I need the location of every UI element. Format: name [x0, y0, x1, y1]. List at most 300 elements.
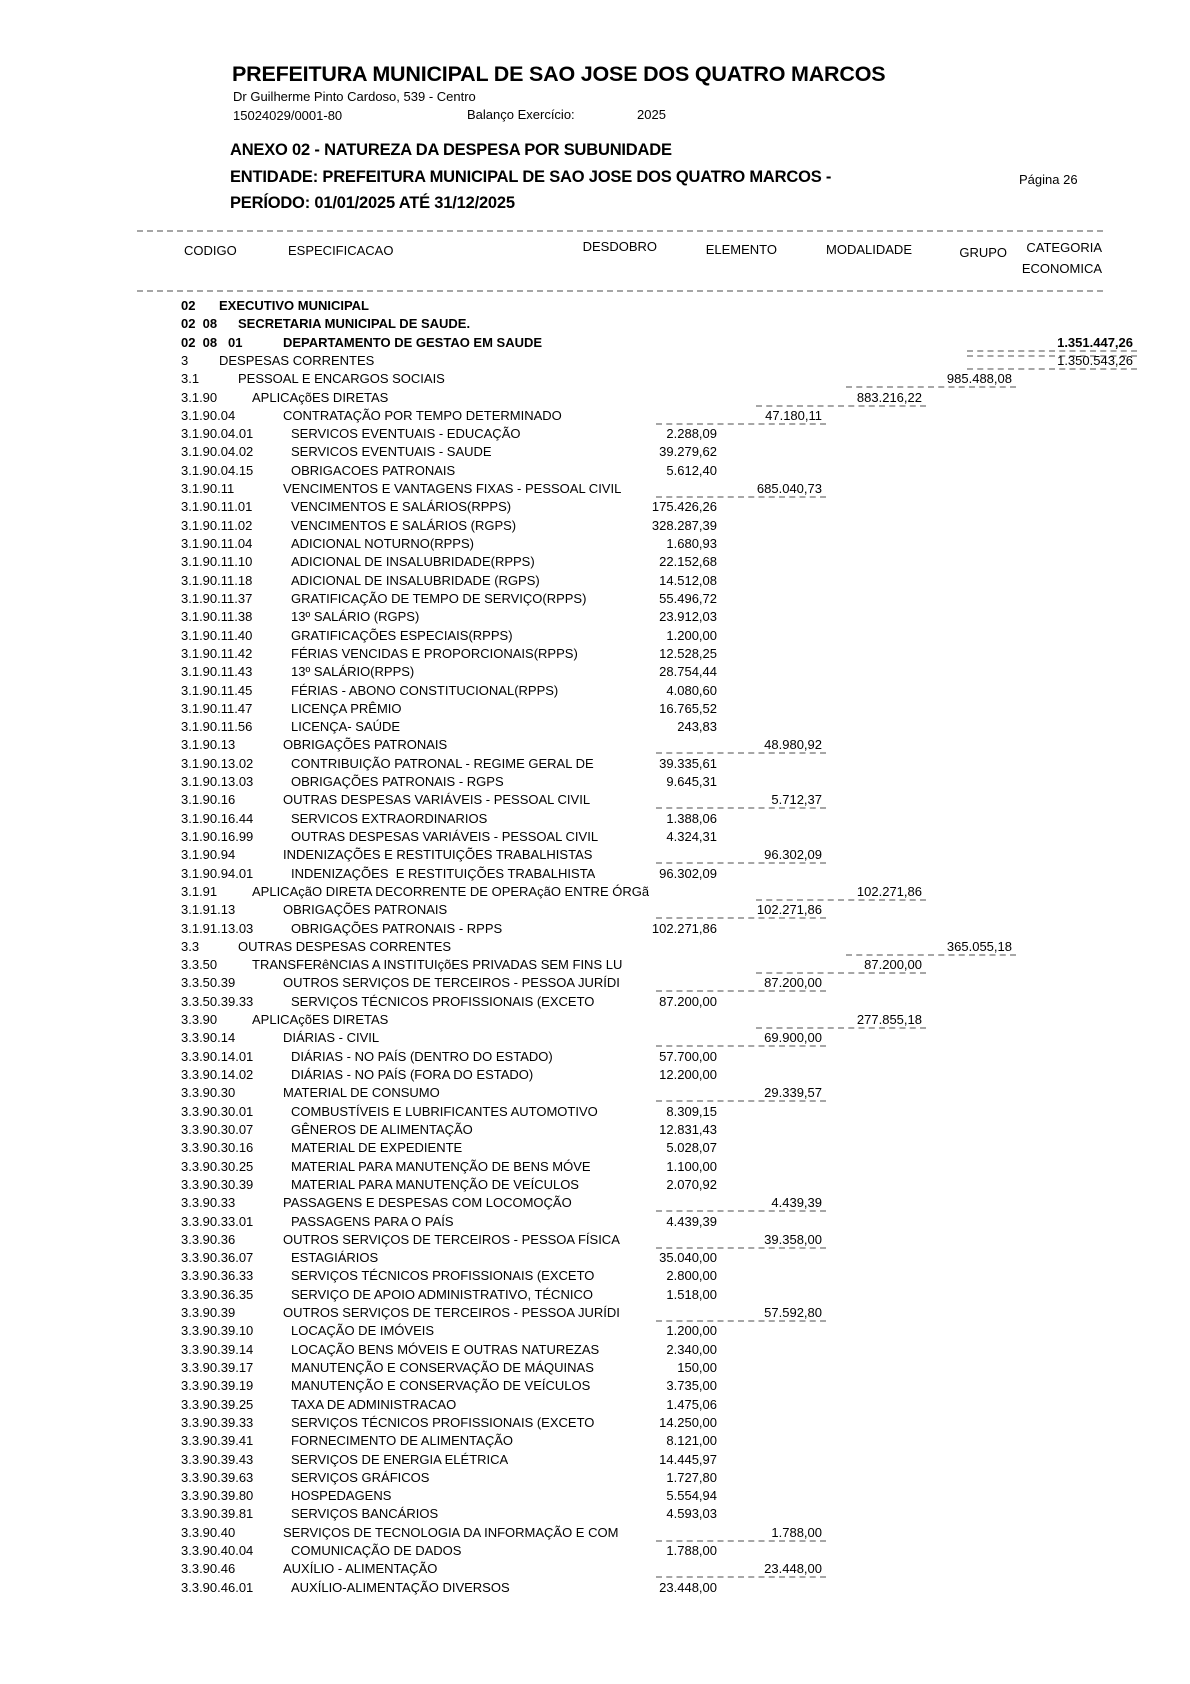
row-value-e: 23.448,00 — [764, 1561, 822, 1577]
row-code: 3.3.90.39.17 — [181, 1359, 254, 1375]
table-row — [0, 1506, 1190, 1525]
row-code: 3.1.90.11.02 — [181, 517, 253, 533]
row-code: 3 — [181, 352, 189, 368]
row-specification: APLICAçõES DIRETAS — [252, 1012, 389, 1028]
row-code: 3.3.90.33 — [181, 1195, 236, 1211]
row-specification: PASSAGENS PARA O PAÍS — [291, 1213, 454, 1229]
column-header-categoria-line1: CATEGORIA — [1026, 240, 1102, 255]
row-specification: AUXÍLIO-ALIMENTAÇÃO DIVERSOS — [291, 1579, 510, 1595]
row-value-d: 1.518,00 — [666, 1286, 717, 1302]
row-code: 3.1.90 — [181, 389, 218, 405]
row-code: 3.3.90 — [181, 1012, 218, 1028]
row-code: 3.3.90.39.19 — [181, 1378, 254, 1394]
row-code: 3.1.90.11.01 — [181, 499, 253, 515]
row-value-d: 2.288,09 — [666, 426, 717, 442]
row-code: 3.3.90.14 — [181, 1030, 236, 1046]
table-row — [0, 481, 1190, 500]
row-code: 3.1.90.11 — [181, 481, 235, 497]
row-value-d: 1.100,00 — [666, 1158, 717, 1174]
row-specification: OUTROS SERVIÇOS DE TERCEIROS - PESSOA JURÍDI — [283, 975, 620, 991]
row-code: 3.3.90.39.63 — [181, 1469, 254, 1485]
row-specification: OBRIGAÇÕES PATRONAIS - RGPS — [291, 774, 504, 790]
row-code: 3.1.91.13 — [181, 902, 236, 918]
table-row — [0, 628, 1190, 647]
row-code: 3.1.90.11.40 — [181, 627, 253, 643]
table-row — [0, 829, 1190, 848]
row-value-d: 1.788,00 — [666, 1543, 717, 1559]
row-specification: SERVIÇOS TÉCNICOS PROFISSIONAIS (EXCETO — [291, 993, 595, 1009]
row-value-d: 150,00 — [677, 1359, 717, 1375]
row-value-d: 4.439,39 — [666, 1213, 717, 1229]
row-value-e: 47.180,11 — [765, 407, 822, 423]
table-row — [0, 316, 1190, 335]
table-row — [0, 1195, 1190, 1214]
table-row — [0, 1177, 1190, 1196]
row-value-d: 55.496,72 — [659, 590, 717, 606]
row-specification: MATERIAL DE EXPEDIENTE — [291, 1140, 463, 1156]
row-code: 3.3.90.30 — [181, 1085, 236, 1101]
row-value-d: 87.200,00 — [659, 993, 717, 1009]
row-specification: INDENIZAÇÕES E RESTITUIÇÕES TRABALHISTAS — [283, 847, 593, 863]
row-code: 3.3.90.30.01 — [181, 1103, 254, 1119]
row-code: 3.3.50.39.33 — [181, 993, 254, 1009]
row-specification: OUTRAS DESPESAS VARIÁVEIS - PESSOAL CIVIL — [291, 828, 599, 844]
row-value-d: 243,83 — [677, 719, 717, 735]
row-specification: DIÁRIAS - NO PAÍS (DENTRO DO ESTADO) — [291, 1048, 553, 1064]
table-row — [0, 646, 1190, 665]
table-row — [0, 591, 1190, 610]
dashed-separator — [846, 386, 1016, 388]
table-row — [0, 1580, 1190, 1599]
row-specification: INDENIZAÇÕES E RESTITUIÇÕES TRABALHISTA — [291, 865, 596, 881]
row-value-d: 12.200,00 — [659, 1067, 717, 1083]
table-row — [0, 756, 1190, 775]
row-value-d: 28.754,44 — [659, 664, 717, 680]
row-specification: FORNECIMENTO DE ALIMENTAÇÃO — [291, 1433, 513, 1449]
dashed-separator — [656, 990, 826, 992]
row-code: 3.3.50 — [181, 957, 218, 973]
row-specification: MANUTENÇÃO E CONSERVAÇÃO DE VEÍCULOS — [291, 1378, 591, 1394]
row-specification: EXECUTIVO MUNICIPAL — [219, 298, 369, 313]
row-specification: TAXA DE ADMINISTRACAO — [291, 1396, 457, 1412]
row-code: 3.3.90.39.80 — [181, 1488, 254, 1504]
table-row — [0, 1030, 1190, 1049]
row-code: 3.3.90.14.02 — [181, 1067, 254, 1083]
table-row — [0, 1250, 1190, 1269]
row-specification: DESPESAS CORRENTES — [219, 352, 375, 368]
table-row — [0, 737, 1190, 756]
row-value-d: 23.912,03 — [659, 609, 717, 625]
table-row — [0, 1397, 1190, 1416]
row-value-e: 39.358,00 — [764, 1231, 822, 1247]
dashed-separator — [656, 1320, 826, 1322]
row-value-e: 5.712,37 — [771, 792, 822, 808]
dashed-separator — [656, 862, 826, 864]
row-specification: ADICIONAL DE INSALUBRIDADE (RGPS) — [291, 572, 540, 588]
row-code: 3.1.90.11.56 — [181, 719, 253, 735]
row-code: 3.3.90.30.25 — [181, 1158, 254, 1174]
row-specification: DIÁRIAS - CIVIL — [283, 1030, 380, 1046]
row-code: 3.1.90.16.44 — [181, 810, 254, 826]
row-code: 3.3.90.39.14 — [181, 1341, 254, 1357]
row-value-d: 23.448,00 — [659, 1579, 717, 1595]
row-code: 3.3.90.39.33 — [181, 1414, 254, 1430]
table-row — [0, 1415, 1190, 1434]
row-specification: SERVIÇOS TÉCNICOS PROFISSIONAIS (EXCETO — [291, 1414, 595, 1430]
row-code: 3.1.90.11.18 — [181, 572, 253, 588]
table-row — [0, 792, 1190, 811]
row-value-d: 3.735,00 — [666, 1378, 717, 1394]
dashed-separator — [656, 1540, 826, 1542]
row-specification: CONTRIBUIÇÃO PATRONAL - REGIME GERAL DE — [291, 755, 594, 771]
row-value-e: 4.439,39 — [771, 1195, 822, 1211]
row-specification: SERVICOS EVENTUAIS - SAUDE — [291, 444, 492, 460]
row-value-e: 96.302,09 — [764, 847, 822, 863]
column-header-desdobro: DESDOBRO — [582, 239, 657, 254]
row-code: 3.3.90.39.43 — [181, 1451, 254, 1467]
row-value-g: 365.055,18 — [946, 938, 1012, 954]
table-row — [0, 1378, 1190, 1397]
row-specification: OUTROS SERVIÇOS DE TERCEIROS - PESSOA JURÍDI — [283, 1305, 620, 1321]
row-specification: ADICIONAL DE INSALUBRIDADE(RPPS) — [291, 554, 535, 570]
dashed-separator — [656, 1045, 826, 1047]
row-code: 02 08 01 — [181, 334, 243, 350]
table-row — [0, 1104, 1190, 1123]
row-specification: VENCIMENTOS E VANTAGENS FIXAS - PESSOAL CIVIL — [283, 481, 622, 497]
row-specification: MATERIAL PARA MANUTENÇÃO DE VEÍCULOS — [291, 1176, 579, 1192]
row-code: 3.1.90.11.42 — [181, 645, 253, 661]
row-specification: GRATIFICAÇÕES ESPECIAIS(RPPS) — [291, 627, 513, 643]
row-value-c: 1.350.543,26 — [1057, 352, 1133, 368]
row-value-d: 8.121,00 — [666, 1433, 717, 1449]
table-row — [0, 1543, 1190, 1562]
row-specification: 13º SALÁRIO (RGPS) — [291, 609, 420, 625]
table-row — [0, 902, 1190, 921]
table-row — [0, 499, 1190, 518]
row-specification: COMUNICAÇÃO DE DADOS — [291, 1543, 462, 1559]
row-specification: HOSPEDAGENS — [291, 1488, 392, 1504]
row-value-d: 2.800,00 — [666, 1268, 717, 1284]
row-value-e: 1.788,00 — [771, 1524, 822, 1540]
row-value-g: 985.488,08 — [946, 371, 1012, 387]
table-row — [0, 1342, 1190, 1361]
table-row — [0, 573, 1190, 592]
row-specification: VENCIMENTOS E SALÁRIOS(RPPS) — [291, 499, 512, 515]
row-value-d: 12.528,25 — [659, 645, 717, 661]
table-row — [0, 1433, 1190, 1452]
row-value-d: 1.475,06 — [666, 1396, 717, 1412]
table-row — [0, 1452, 1190, 1471]
row-value-d: 14.512,08 — [659, 572, 717, 588]
row-value-e: 29.339,57 — [764, 1085, 822, 1101]
row-value-e: 48.980,92 — [764, 737, 822, 753]
row-code: 3.1.90.04.02 — [181, 444, 254, 460]
table-row — [0, 1012, 1190, 1031]
column-header-especificacao: ESPECIFICACAO — [288, 243, 394, 258]
row-value-e: 87.200,00 — [764, 975, 822, 991]
row-code: 3.1.90.94.01 — [181, 865, 254, 881]
row-value-d: 1.200,00 — [666, 1323, 717, 1339]
row-value-d: 4.324,31 — [666, 828, 717, 844]
row-specification: 13º SALÁRIO(RPPS) — [291, 664, 415, 680]
row-value-d: 5.028,07 — [666, 1140, 717, 1156]
row-value-d: 8.309,15 — [666, 1103, 717, 1119]
table-row — [0, 1323, 1190, 1342]
row-specification: LICENÇA- SAÚDE — [291, 719, 401, 735]
table-row — [0, 390, 1190, 409]
table-row — [0, 1525, 1190, 1544]
row-code: 3.3.90.30.16 — [181, 1140, 254, 1156]
row-code: 3.1.90.13 — [181, 737, 236, 753]
row-code: 3.1.90.11.43 — [181, 664, 253, 680]
row-specification: OBRIGACOES PATRONAIS — [291, 462, 456, 478]
table-row — [0, 1305, 1190, 1324]
row-specification: AUXÍLIO - ALIMENTAÇÃO — [283, 1561, 438, 1577]
table-row — [0, 1287, 1190, 1306]
row-value-e: 102.271,86 — [756, 902, 822, 918]
table-row — [0, 1360, 1190, 1379]
table-row — [0, 719, 1190, 738]
row-code: 3.1.90.94 — [181, 847, 236, 863]
dashed-separator — [656, 1576, 826, 1578]
row-specification: SERVIÇO DE APOIO ADMINISTRATIVO, TÉCNICO — [291, 1286, 593, 1302]
row-specification: SERVIÇOS GRÁFICOS — [291, 1469, 430, 1485]
table-row — [0, 994, 1190, 1013]
row-code: 3.1.90.11.04 — [181, 536, 253, 552]
table-row — [0, 1488, 1190, 1507]
row-code: 3.3.90.46.01 — [181, 1579, 254, 1595]
row-value-d: 35.040,00 — [659, 1250, 717, 1266]
row-specification: SERVIÇOS DE TECNOLOGIA DA INFORMAÇÃO E COM — [283, 1524, 619, 1540]
row-code: 3.3.90.40.04 — [181, 1543, 254, 1559]
dashed-separator — [656, 1100, 826, 1102]
table-row — [0, 408, 1190, 427]
row-value-d: 328.287,39 — [651, 517, 717, 533]
row-code: 3.3.90.36.35 — [181, 1286, 254, 1302]
table-row — [0, 554, 1190, 573]
row-specification: ESTAGIÁRIOS — [291, 1250, 379, 1266]
row-value-m: 87.200,00 — [864, 957, 922, 973]
row-value-m: 102.271,86 — [856, 883, 922, 899]
table-row — [0, 463, 1190, 482]
table-row — [0, 1122, 1190, 1141]
dashed-separator — [656, 1210, 826, 1212]
dashed-separator — [756, 405, 926, 407]
row-value-d: 4.080,60 — [666, 682, 717, 698]
table-row — [0, 774, 1190, 793]
table-row — [0, 975, 1190, 994]
row-specification: TRANSFERêNCIAS A INSTITUIçõES PRIVADAS SEM FINS LU — [252, 957, 623, 973]
row-specification: FÉRIAS VENCIDAS E PROPORCIONAIS(RPPS) — [291, 645, 578, 661]
row-specification: MATERIAL DE CONSUMO — [283, 1085, 440, 1101]
dashed-separator — [756, 899, 926, 901]
table-row — [0, 1049, 1190, 1068]
row-value-d: 1.680,93 — [666, 536, 717, 552]
period-line: PERÍODO: 01/01/2025 ATÉ 31/12/2025 — [230, 194, 515, 212]
table-row — [0, 371, 1190, 390]
row-specification: APLICAçõES DIRETAS — [252, 389, 389, 405]
column-header-categoria-line2: ECONOMICA — [1021, 261, 1102, 276]
entity-line: ENTIDADE: PREFEITURA MUNICIPAL DE SAO JOSE DOS QUATRO MARCOS - — [230, 168, 832, 186]
table-row — [0, 1232, 1190, 1251]
table-row — [0, 536, 1190, 555]
row-code: 3.3.90.30.07 — [181, 1121, 254, 1137]
row-value-d: 14.250,00 — [659, 1414, 717, 1430]
row-specification: LOCAÇÃO DE IMÓVEIS — [291, 1323, 435, 1339]
row-value-d: 9.645,31 — [666, 774, 717, 790]
column-header-codigo: CODIGO — [184, 243, 237, 258]
table-row — [0, 298, 1190, 317]
dashed-separator — [656, 423, 826, 425]
row-specification: LICENÇA PRÊMIO — [291, 700, 402, 716]
row-specification: CONTRATAÇÃO POR TEMPO DETERMINADO — [283, 407, 562, 423]
row-code: 3.3.90.14.01 — [181, 1048, 254, 1064]
row-specification: FÉRIAS - ABONO CONSTITUCIONAL(RPPS) — [291, 682, 559, 698]
table-row — [0, 1561, 1190, 1580]
row-code: 3.1.90.16.99 — [181, 828, 254, 844]
dashed-separator — [756, 1027, 926, 1029]
row-specification: DIÁRIAS - NO PAÍS (FORA DO ESTADO) — [291, 1067, 534, 1083]
row-value-e: 57.592,80 — [764, 1305, 822, 1321]
row-value-c: 1.351.447,26 — [1057, 334, 1133, 350]
row-specification: PASSAGENS E DESPESAS COM LOCOMOÇÃO — [283, 1195, 572, 1211]
row-value-m: 277.855,18 — [856, 1012, 922, 1028]
row-value-m: 883.216,22 — [856, 389, 922, 405]
row-code: 3.1.91 — [181, 883, 218, 899]
dashed-separator — [656, 1247, 826, 1249]
row-code: 3.1.90.16 — [181, 792, 236, 808]
row-specification: SERVICOS EVENTUAIS - EDUCAÇÃO — [291, 426, 521, 442]
row-code: 02 08 — [181, 316, 218, 332]
row-code: 3.3.90.39.41 — [181, 1433, 254, 1449]
table-row — [0, 1268, 1190, 1287]
row-specification: OUTRAS DESPESAS CORRENTES — [238, 938, 452, 954]
row-value-d: 57.700,00 — [659, 1048, 717, 1064]
row-code: 3.1.90.04.15 — [181, 462, 254, 478]
row-specification: DEPARTAMENTO DE GESTAO EM SAUDE — [283, 334, 543, 350]
row-value-e: 685.040,73 — [756, 481, 822, 497]
row-code: 3.1.90.04 — [181, 407, 236, 423]
row-code: 3.1.90.13.03 — [181, 774, 254, 790]
row-code: 3.3.90.39.81 — [181, 1506, 254, 1522]
balance-exercise-label: Balanço Exercício: — [467, 107, 575, 122]
row-value-d: 39.279,62 — [659, 444, 717, 460]
row-value-d: 2.070,92 — [666, 1176, 717, 1192]
row-specification: PESSOAL E ENCARGOS SOCIAIS — [238, 371, 445, 387]
table-row — [0, 609, 1190, 628]
row-code: 3.1.90.11.47 — [181, 700, 253, 716]
table-row — [0, 1470, 1190, 1489]
row-code: 3.1.90.11.45 — [181, 682, 253, 698]
row-code: 3.1.90.11.38 — [181, 609, 253, 625]
row-specification: SERVICOS EXTRAORDINARIOS — [291, 810, 488, 826]
row-code: 3.3.90.46 — [181, 1561, 236, 1577]
table-row — [0, 683, 1190, 702]
row-value-e: 69.900,00 — [764, 1030, 822, 1046]
row-code: 3.3.90.33.01 — [181, 1213, 254, 1229]
dashed-separator — [656, 917, 826, 919]
table-row — [0, 1085, 1190, 1104]
table-row — [0, 921, 1190, 940]
dashed-separator — [656, 807, 826, 809]
table-row — [0, 664, 1190, 683]
dashed-separator — [846, 954, 1016, 956]
row-code: 3.3.90.39 — [181, 1305, 236, 1321]
row-code: 3.3.50.39 — [181, 975, 236, 991]
table-row — [0, 957, 1190, 976]
dashed-separator — [967, 368, 1137, 370]
dashed-separator — [756, 972, 926, 974]
annex-title: ANEXO 02 - NATUREZA DA DESPESA POR SUBUNIDADE — [230, 141, 672, 159]
table-row — [0, 1159, 1190, 1178]
table-row — [0, 847, 1190, 866]
table-row — [0, 701, 1190, 720]
row-specification: OBRIGAÇÕES PATRONAIS — [283, 902, 448, 918]
table-row — [0, 1214, 1190, 1233]
row-specification: SERVIÇOS DE ENERGIA ELÉTRICA — [291, 1451, 509, 1467]
row-specification: APLICAçãO DIRETA DECORRENTE DE OPERAçãO ENTRE ÓRGã — [252, 883, 650, 899]
dashed-separator — [656, 752, 826, 754]
page-number: Página 26 — [1019, 172, 1078, 187]
row-value-d: 1.388,06 — [666, 810, 717, 826]
row-code: 3.3.90.39.25 — [181, 1396, 254, 1412]
row-value-d: 14.445,97 — [659, 1451, 717, 1467]
row-code: 3.1.91.13.03 — [181, 920, 254, 936]
row-specification: OBRIGAÇÕES PATRONAIS — [283, 737, 448, 753]
row-value-d: 4.593,03 — [666, 1506, 717, 1522]
row-value-d: 12.831,43 — [659, 1121, 717, 1137]
row-code: 3.1.90.04.01 — [181, 426, 254, 442]
row-specification: COMBUSTÍVEIS E LUBRIFICANTES AUTOMOTIVO — [291, 1103, 598, 1119]
registration-number: 15024029/0001-80 — [233, 108, 343, 123]
row-code: 3.3.90.36.07 — [181, 1250, 254, 1266]
row-value-d: 1.200,00 — [666, 627, 717, 643]
row-specification: SERVIÇOS TÉCNICOS PROFISSIONAIS (EXCETO — [291, 1268, 595, 1284]
row-value-d: 102.271,86 — [651, 920, 717, 936]
balance-exercise-year: 2025 — [637, 107, 666, 122]
row-specification: VENCIMENTOS E SALÁRIOS (RGPS) — [291, 517, 517, 533]
municipality-address: Dr Guilherme Pinto Cardoso, 539 - Centro — [233, 89, 476, 104]
dashed-separator — [656, 496, 826, 498]
table-row — [0, 866, 1190, 885]
table-row — [0, 811, 1190, 830]
row-code: 02 — [181, 298, 196, 313]
row-code: 3.1.90.13.02 — [181, 755, 254, 771]
row-value-d: 2.340,00 — [666, 1341, 717, 1357]
column-header-grupo: GRUPO — [959, 245, 1007, 260]
row-specification: OUTROS SERVIÇOS DE TERCEIROS - PESSOA FÍSICA — [283, 1231, 620, 1247]
row-specification: MANUTENÇÃO E CONSERVAÇÃO DE MÁQUINAS — [291, 1359, 594, 1375]
table-row — [0, 335, 1190, 354]
row-value-d: 5.554,94 — [666, 1488, 717, 1504]
row-code: 3.1.90.11.37 — [181, 590, 253, 606]
row-value-d: 96.302,09 — [659, 865, 717, 881]
row-code: 3.1.90.11.10 — [181, 554, 253, 570]
row-specification: GÊNEROS DE ALIMENTAÇÃO — [291, 1121, 473, 1137]
table-row — [0, 353, 1190, 372]
row-code: 3.1 — [181, 371, 200, 387]
row-specification: MATERIAL PARA MANUTENÇÃO DE BENS MÓVE — [291, 1158, 591, 1174]
table-row — [0, 1067, 1190, 1086]
table-row — [0, 426, 1190, 445]
column-header-elemento: ELEMENTO — [705, 242, 777, 257]
row-specification: ADICIONAL NOTURNO(RPPS) — [291, 536, 474, 552]
municipality-title: PREFEITURA MUNICIPAL DE SAO JOSE DOS QUATRO MARCOS — [232, 62, 886, 86]
table-row — [0, 444, 1190, 463]
row-specification: SERVIÇOS BANCÁRIOS — [291, 1506, 439, 1522]
row-code: 3.3.90.30.39 — [181, 1176, 254, 1192]
row-specification: GRATIFICAÇÃO DE TEMPO DE SERVIÇO(RPPS) — [291, 590, 587, 606]
